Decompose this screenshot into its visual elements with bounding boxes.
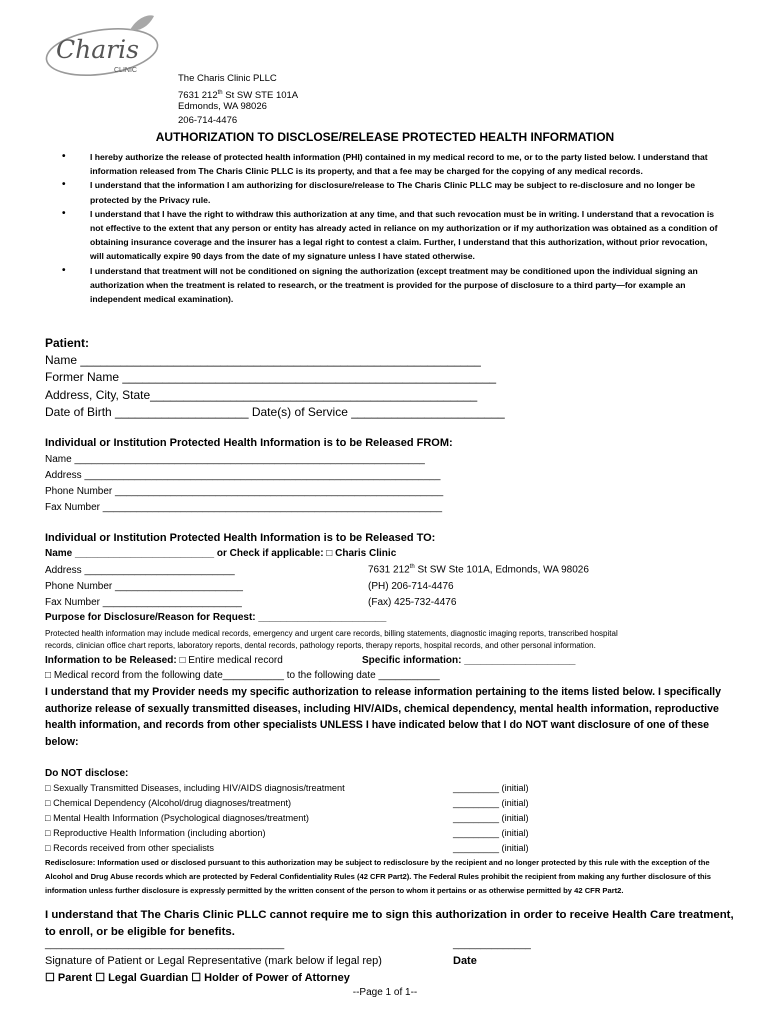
phi-note: Protected health information may include medical records, emergency and urgent care records, billing statements, diagnostic imaging reports, transcribed hospital xyxy=(45,629,618,638)
signature-line[interactable]: ___________________________________________ xyxy=(45,939,285,950)
bullet-item: • I hereby authorize the release of protected health information (PHI) contained in my medical record to me, or to the party listed below. I understand that information released from The Charis Clinic PLLC is its property, and that a fee may be charged for the copying of any medical records. xyxy=(62,150,722,178)
purpose-field[interactable]: Purpose for Disclosure/Reason for Request: _______________________ xyxy=(45,612,387,623)
provider-authorization-paragraph: I understand that my Provider needs my specific authorization to release information pertaining to the items listed below. I specifically authorize release of sexually transmitted diseases, including HIV/AIDs, chemical dependency, mental health information, reproductive health information, and records from other specialists UNLESS I have indicated below that I do NOT want disclosure of one of these below: xyxy=(45,686,721,748)
redisclosure-notice: Redisclosure: Information used or disclosed pursuant to this authorization may be subject to redisclosure by the recipient and no longer protected by this rule with the exception of the Alcohol and Drug Abuse records which are protected by Federal Confidentiality Rules (42 CFR Part2). The Federal Rules prohibit the recipient from making any further disclosure of this information unless further disclosure is expressly permitted by the written consent of the person to whom it pertains or as otherwise permitted by 42 CFR Part2. xyxy=(45,858,711,895)
do-not-item-mental[interactable]: □ Mental Health Information (Psychological diagnoses/treatment) xyxy=(45,813,309,823)
patient-name-field[interactable]: Name ____________________________________________________________ xyxy=(45,353,481,367)
logo-wordmark: Charis xyxy=(56,35,139,64)
logo-subtext: CLINIC xyxy=(114,67,137,74)
bullet-item: • I understand that treatment will not be conditioned on signing the authorization (except treatment may be conditioned upon the individual signing an authorization when the treatment is related to research, or the treatment is provided for the purpose of disclosure to a third party—for example an independent medical examination). xyxy=(62,264,722,307)
clinic-name: The Charis Clinic PLLC xyxy=(178,73,277,84)
initial-field[interactable]: _________ (initial) xyxy=(453,843,529,853)
do-not-item-std[interactable]: □ Sexually Transmitted Diseases, including HIV/AIDS diagnosis/treatment xyxy=(45,783,345,793)
date-range-checkbox[interactable]: □ Medical record from the following date___________ to the following date ___________ xyxy=(45,670,440,681)
info-release-row xyxy=(45,655,283,666)
former-name-field[interactable]: Former Name ________________________________________________________ xyxy=(45,370,497,384)
info-release-label: Information to be Released: xyxy=(45,655,177,666)
do-not-item-reproductive[interactable]: □ Reproductive Health Information (including abortion) xyxy=(45,828,266,838)
legal-rep-checkboxes[interactable]: ☐ Parent ☐ Legal Guardian ☐ Holder of Power of Attorney xyxy=(45,972,350,984)
address-city-state-field[interactable]: Address, City, State_________________________________________________ xyxy=(45,388,478,402)
date-line[interactable]: ______________ xyxy=(453,939,531,950)
from-name-field[interactable]: Name _______________________________________________________________ xyxy=(45,454,425,465)
from-heading: Individual or Institution Protected Health Information is to be Released FROM: xyxy=(45,437,453,449)
page-footer: --Page 1 of 1-- xyxy=(352,987,418,998)
date-label: Date xyxy=(453,955,477,967)
initial-field[interactable]: _________ (initial) xyxy=(453,798,529,808)
to-fax-field[interactable]: Fax Number _________________________ xyxy=(45,597,242,608)
entire-record-checkbox[interactable]: □ Entire medical record xyxy=(176,655,283,666)
phi-note: records, clinician office chart reports, laboratory reports, dental records, pathology reports, therapy reports, hospital records, and other personal information. xyxy=(45,641,596,650)
clinic-phone: 206-714-4476 xyxy=(178,115,238,126)
logo-leaf-icon xyxy=(130,15,154,30)
charis-clinic-logo xyxy=(42,14,160,82)
to-heading: Individual or Institution Protected Health Information is to be Released TO: xyxy=(45,532,436,544)
to-clinic-address: 7631 212th St SW Ste 101A, Edmonds, WA 98026 xyxy=(368,564,589,576)
to-clinic-fax: (Fax) 425-732-4476 xyxy=(368,597,457,608)
to-address-field[interactable]: Address ___________________________ xyxy=(45,565,235,576)
clinic-city: Edmonds, WA 98026 xyxy=(178,101,267,112)
initial-field[interactable]: _________ (initial) xyxy=(453,828,529,838)
form-title: AUTHORIZATION TO DISCLOSE/RELEASE PROTECTED HEALTH INFORMATION xyxy=(155,130,615,144)
do-not-disclose-heading: Do NOT disclose: xyxy=(45,768,129,779)
patient-heading: Patient: xyxy=(45,336,90,350)
authorization-bullets xyxy=(62,150,722,306)
final-statement: I understand that The Charis Clinic PLLC cannot require me to sign this authorization in order to receive Health Care treatment, to enroll, or be eligible for benefits. xyxy=(45,909,734,938)
signature-label: Signature of Patient or Legal Representative (mark below if legal rep) xyxy=(45,955,382,967)
clinic-street: 7631 212th St SW STE 101A xyxy=(178,90,299,102)
bullet-item: • I understand that the information I am authorizing for disclosure/release to The Charis Clinic PLLC may be subject to re-disclosure and no longer be protected by the Privacy rule. xyxy=(62,178,722,206)
specific-info-field[interactable]: Specific information: ____________________ xyxy=(362,655,576,666)
initial-field[interactable]: _________ (initial) xyxy=(453,813,529,823)
bullet-item: • I understand that I have the right to withdraw this authorization at any time, and that such revocation must be in writing. I understand that a revocation is not effective to the extent that any person or entity has already acted in reliance on my authorization or if my authorization was obtained as a condition of obtaining insurance coverage and the insurer has a legal right to contest a claim. Further, I understand that this authorization, without prior revocation, will automatically expire 90 days from the date of my signature unless I have stated otherwise. xyxy=(62,207,722,264)
from-phone-field[interactable]: Phone Number ___________________________________________________________ xyxy=(45,486,444,497)
dob-service-field[interactable]: Date of Birth ____________________ Date(s) of Service _______________________ xyxy=(45,405,505,419)
do-not-item-chemical[interactable]: □ Chemical Dependency (Alcohol/drug diagnoses/treatment) xyxy=(45,798,292,808)
from-address-field[interactable]: Address ________________________________________________________________ xyxy=(45,470,441,481)
initial-field[interactable]: _________ (initial) xyxy=(453,783,529,793)
to-name-field[interactable]: Name _________________________ or Check if applicable: □ Charis Clinic xyxy=(45,548,397,559)
from-fax-field[interactable]: Fax Number _____________________________________________________________ xyxy=(45,502,443,513)
do-not-item-specialists[interactable]: □ Records received from other specialists xyxy=(45,843,214,853)
to-clinic-phone: (PH) 206-714-4476 xyxy=(368,581,454,592)
to-phone-field[interactable]: Phone Number _______________________ xyxy=(45,581,243,592)
